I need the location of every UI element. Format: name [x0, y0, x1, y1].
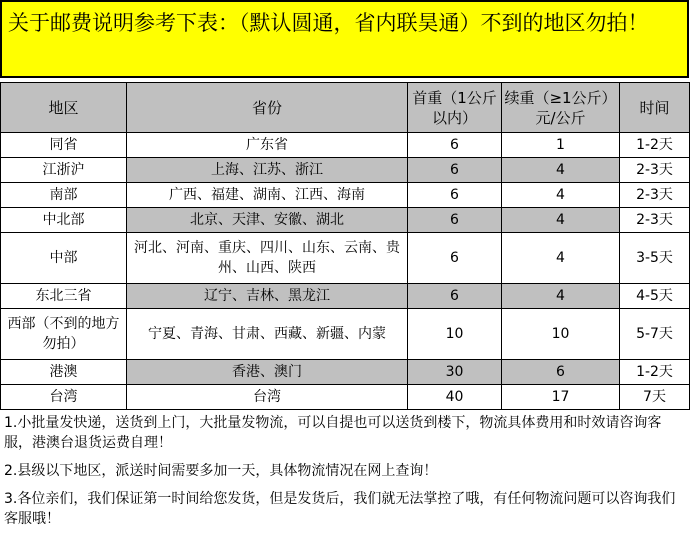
- extra-weight-cell: 4: [502, 158, 620, 183]
- first-weight-cell: 6: [408, 284, 502, 309]
- time-cell: 2-3天: [620, 183, 690, 208]
- first-weight-cell: 6: [408, 133, 502, 158]
- table-row: [1, 158, 690, 183]
- provinces-cell: 北京、天津、安徽、湖北: [127, 208, 408, 233]
- region-cell: 东北三省: [1, 284, 127, 309]
- region-cell: 西部（不到的地方勿拍）: [1, 309, 127, 360]
- table-row: [1, 208, 690, 233]
- table-row: [1, 385, 690, 410]
- provinces-cell: 宁夏、青海、甘肃、西藏、新疆、内蒙: [127, 309, 408, 360]
- extra-weight-cell: 17: [502, 385, 620, 410]
- first-weight-cell: 6: [408, 233, 502, 284]
- provinces-cell: 上海、江苏、浙江: [127, 158, 408, 183]
- time-cell: 5-7天: [620, 309, 690, 360]
- region-cell: 同省: [1, 133, 127, 158]
- table-header-row: [1, 83, 690, 133]
- extra-weight-cell: 4: [502, 233, 620, 284]
- time-cell: 1-2天: [620, 360, 690, 385]
- provinces-cell: 河北、河南、重庆、四川、山东、云南、贵州、山西、陕西: [127, 233, 408, 284]
- region-cell: 江浙沪: [1, 158, 127, 183]
- region-cell: 台湾: [1, 385, 127, 410]
- first-weight-cell: 6: [408, 158, 502, 183]
- extra-weight-cell: 4: [502, 284, 620, 309]
- region-cell: 中北部: [1, 208, 127, 233]
- note-item: 2.县级以下地区，派送时间需要多加一天，具体物流情况在网上查询！: [4, 463, 438, 479]
- shipping-fee-table: [0, 82, 690, 410]
- provinces-cell: 台湾: [127, 385, 408, 410]
- table-row: [1, 284, 690, 309]
- provinces-cell: 广西、福建、湖南、江西、海南: [127, 183, 408, 208]
- provinces-cell: 香港、澳门: [127, 360, 408, 385]
- extra-weight-cell: 4: [502, 208, 620, 233]
- table-row: [1, 360, 690, 385]
- first-weight-cell: 6: [408, 208, 502, 233]
- time-cell: 1-2天: [620, 133, 690, 158]
- time-cell: 7天: [620, 385, 690, 410]
- header-first-weight: 首重（1公斤以内）: [408, 83, 502, 133]
- time-cell: 2-3天: [620, 208, 690, 233]
- first-weight-cell: 6: [408, 183, 502, 208]
- time-cell: 4-5天: [620, 284, 690, 309]
- provinces-cell: 辽宁、吉林、黑龙江: [127, 284, 408, 309]
- first-weight-cell: 40: [408, 385, 502, 410]
- notes-section: [4, 413, 688, 537]
- region-cell: 港澳: [1, 360, 127, 385]
- header-time: 时间: [620, 83, 690, 133]
- first-weight-cell: 30: [408, 360, 502, 385]
- time-cell: 3-5天: [620, 233, 690, 284]
- region-cell: 中部: [1, 233, 127, 284]
- time-cell: 2-3天: [620, 158, 690, 183]
- table-row: [1, 133, 690, 158]
- page-title: 关于邮费说明参考下表：（默认圆通，省内联昊通）不到的地区勿拍！: [0, 0, 689, 78]
- header-region: 地区: [1, 83, 127, 133]
- extra-weight-cell: 1: [502, 133, 620, 158]
- header-provinces: 省份: [127, 83, 408, 133]
- table-row: [1, 309, 690, 360]
- table-row: [1, 183, 690, 208]
- table-row: [1, 233, 690, 284]
- note-item: 3.各位亲们，我们保证第一时间给您发货，但是发货后，我们就无法掌控了哦，有任何物流问题可以咨询我们客服哦！: [4, 491, 676, 527]
- note-item: 1.小批量发快递，送货到上门，大批量发物流，可以自提也可以送货到楼下，物流具体费用和时效请咨询客服，港澳台退货运费自理！: [4, 415, 662, 451]
- first-weight-cell: 10: [408, 309, 502, 360]
- region-cell: 南部: [1, 183, 127, 208]
- provinces-cell: 广东省: [127, 133, 408, 158]
- header-extra-weight: 续重（≥1公斤）元/公斤: [502, 83, 620, 133]
- extra-weight-cell: 4: [502, 183, 620, 208]
- extra-weight-cell: 6: [502, 360, 620, 385]
- extra-weight-cell: 10: [502, 309, 620, 360]
